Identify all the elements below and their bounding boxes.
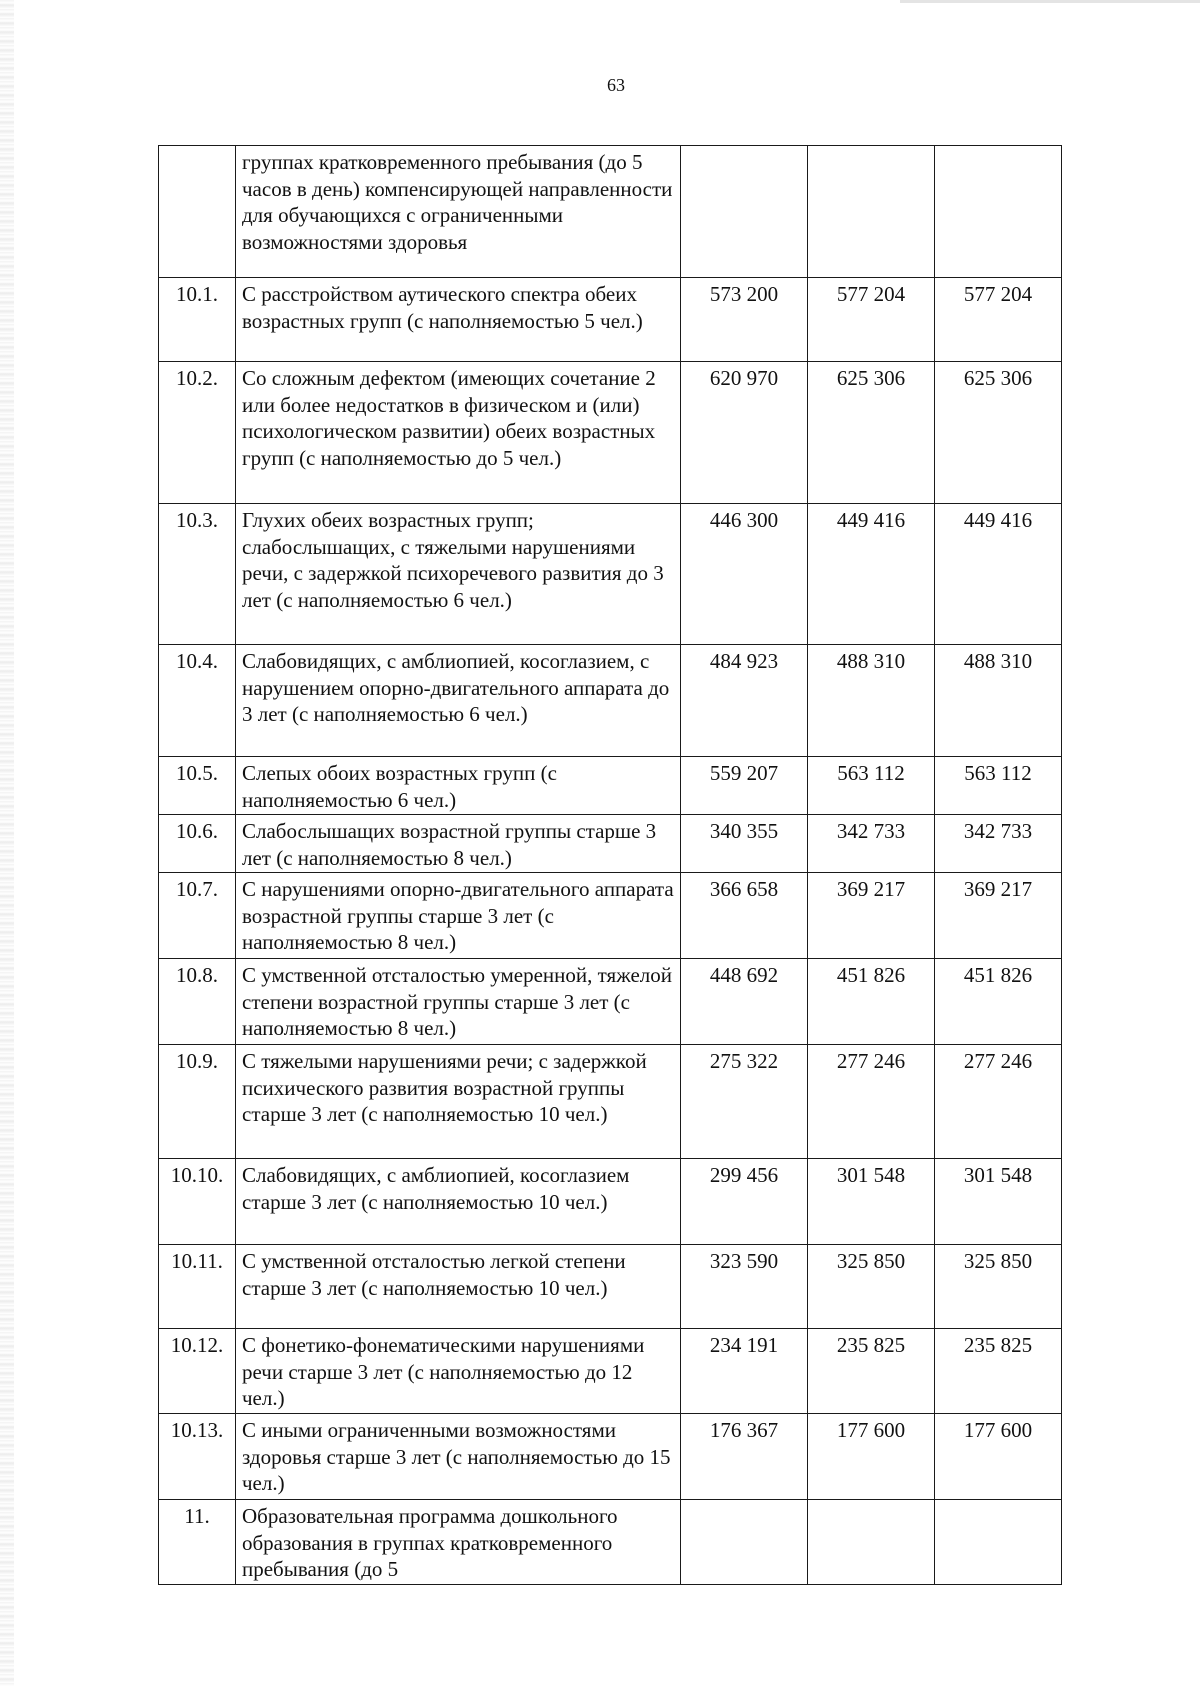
value-col-1: 299 456 — [681, 1159, 808, 1245]
value-col-2: 369 217 — [808, 873, 935, 959]
value-col-1: 234 191 — [681, 1329, 808, 1414]
row-number: 10.6. — [159, 815, 236, 873]
row-number: 10.5. — [159, 757, 236, 815]
tariff-table — [158, 145, 1062, 1585]
value-col-2: 277 246 — [808, 1045, 935, 1159]
value-col-3: 369 217 — [935, 873, 1062, 959]
row-number: 10.3. — [159, 504, 236, 645]
row-number: 10.2. — [159, 362, 236, 504]
value-col-2 — [808, 146, 935, 278]
value-col-2: 449 416 — [808, 504, 935, 645]
value-col-1 — [681, 1500, 808, 1585]
value-col-3: 625 306 — [935, 362, 1062, 504]
table-row — [159, 815, 1062, 873]
row-number: 11. — [159, 1500, 236, 1585]
row-number: 10.7. — [159, 873, 236, 959]
row-description: Слепых обоих возрастных групп (с наполняемостью 6 чел.) — [236, 757, 681, 815]
row-description: С умственной отсталостью умеренной, тяжелой степени возрастной группы старше 3 лет (с наполняемостью 8 чел.) — [236, 959, 681, 1045]
value-col-1: 559 207 — [681, 757, 808, 815]
table-row — [159, 1414, 1062, 1500]
table-row — [159, 645, 1062, 757]
value-col-3: 577 204 — [935, 278, 1062, 362]
value-col-3: 325 850 — [935, 1245, 1062, 1329]
value-col-2: 625 306 — [808, 362, 935, 504]
value-col-1 — [681, 146, 808, 278]
table-row — [159, 959, 1062, 1045]
table-row — [159, 504, 1062, 645]
row-number — [159, 146, 236, 278]
table-row — [159, 278, 1062, 362]
row-description: С расстройством аутического спектра обеих возрастных групп (с наполняемостью 5 чел.) — [236, 278, 681, 362]
value-col-3 — [935, 146, 1062, 278]
row-description: Со сложным дефектом (имеющих сочетание 2 или более недостатков в физическом и (или) психологическом развитии) обеих возрастных групп (с наполняемостью до 5 чел.) — [236, 362, 681, 504]
value-col-3: 177 600 — [935, 1414, 1062, 1500]
row-description: Глухих обеих возрастных групп; слабослышащих, с тяжелыми нарушениями речи, с задержкой психоречевого развития до 3 лет (с наполняемостью 6 чел.) — [236, 504, 681, 645]
value-col-3: 563 112 — [935, 757, 1062, 815]
row-description: С иными ограниченными возможностями здоровья старше 3 лет (с наполняемостью до 15 чел.) — [236, 1414, 681, 1500]
row-number: 10.4. — [159, 645, 236, 757]
value-col-3: 449 416 — [935, 504, 1062, 645]
row-number: 10.10. — [159, 1159, 236, 1245]
value-col-2: 235 825 — [808, 1329, 935, 1414]
value-col-2: 301 548 — [808, 1159, 935, 1245]
value-col-1: 484 923 — [681, 645, 808, 757]
value-col-1: 366 658 — [681, 873, 808, 959]
value-col-1: 620 970 — [681, 362, 808, 504]
table-row — [159, 1245, 1062, 1329]
value-col-2: 488 310 — [808, 645, 935, 757]
value-col-2: 325 850 — [808, 1245, 935, 1329]
value-col-2: 451 826 — [808, 959, 935, 1045]
value-col-1: 446 300 — [681, 504, 808, 645]
value-col-3: 488 310 — [935, 645, 1062, 757]
row-description: С фонетико-фонематическими нарушениями речи старше 3 лет (с наполняемостью до 12 чел.) — [236, 1329, 681, 1414]
table-row — [159, 1045, 1062, 1159]
table-row — [159, 362, 1062, 504]
page-number: 63 — [607, 75, 625, 95]
value-col-3: 301 548 — [935, 1159, 1062, 1245]
row-description: Слабовидящих, с амблиопией, косоглазием старше 3 лет (с наполняемостью 10 чел.) — [236, 1159, 681, 1245]
row-description: Слабослышащих возрастной группы старше 3 лет (с наполняемостью 8 чел.) — [236, 815, 681, 873]
row-description: Слабовидящих, с амблиопией, косоглазием, с нарушением опорно-двигательного аппарата до 3 лет (с наполняемостью 6 чел.) — [236, 645, 681, 757]
row-number: 10.13. — [159, 1414, 236, 1500]
value-col-2: 563 112 — [808, 757, 935, 815]
row-number: 10.1. — [159, 278, 236, 362]
table-row — [159, 1159, 1062, 1245]
value-col-1: 448 692 — [681, 959, 808, 1045]
value-col-3: 342 733 — [935, 815, 1062, 873]
row-description: С тяжелыми нарушениями речи; с задержкой психического развития возрастной группы старше 3 лет (с наполняемостью 10 чел.) — [236, 1045, 681, 1159]
value-col-2: 342 733 — [808, 815, 935, 873]
value-col-3 — [935, 1500, 1062, 1585]
row-number: 10.11. — [159, 1245, 236, 1329]
value-col-1: 340 355 — [681, 815, 808, 873]
table-row — [159, 1329, 1062, 1414]
row-number: 10.9. — [159, 1045, 236, 1159]
value-col-1: 176 367 — [681, 1414, 808, 1500]
table-row — [159, 1500, 1062, 1585]
value-col-2: 577 204 — [808, 278, 935, 362]
value-col-1: 275 322 — [681, 1045, 808, 1159]
value-col-2: 177 600 — [808, 1414, 935, 1500]
row-number: 10.8. — [159, 959, 236, 1045]
value-col-3: 235 825 — [935, 1329, 1062, 1414]
table-row — [159, 873, 1062, 959]
value-col-1: 323 590 — [681, 1245, 808, 1329]
row-description: С умственной отсталостью легкой степени старше 3 лет (с наполняемостью 10 чел.) — [236, 1245, 681, 1329]
value-col-1: 573 200 — [681, 278, 808, 362]
value-col-3: 277 246 — [935, 1045, 1062, 1159]
row-description: Образовательная программа дошкольного образования в группах кратковременного пребывания (до 5 — [236, 1500, 681, 1585]
value-col-2 — [808, 1500, 935, 1585]
scan-edge-top — [900, 0, 1200, 3]
table-row — [159, 146, 1062, 278]
row-number: 10.12. — [159, 1329, 236, 1414]
scan-edge-left — [0, 0, 14, 1686]
row-description: С нарушениями опорно-двигательного аппарата возрастной группы старше 3 лет (с наполняемостью 8 чел.) — [236, 873, 681, 959]
table-row — [159, 757, 1062, 815]
row-description: группах кратковременного пребывания (до 5 часов в день) компенсирующей направленности для обучающихся с ограниченными возможностями здоровья — [236, 146, 681, 278]
value-col-3: 451 826 — [935, 959, 1062, 1045]
